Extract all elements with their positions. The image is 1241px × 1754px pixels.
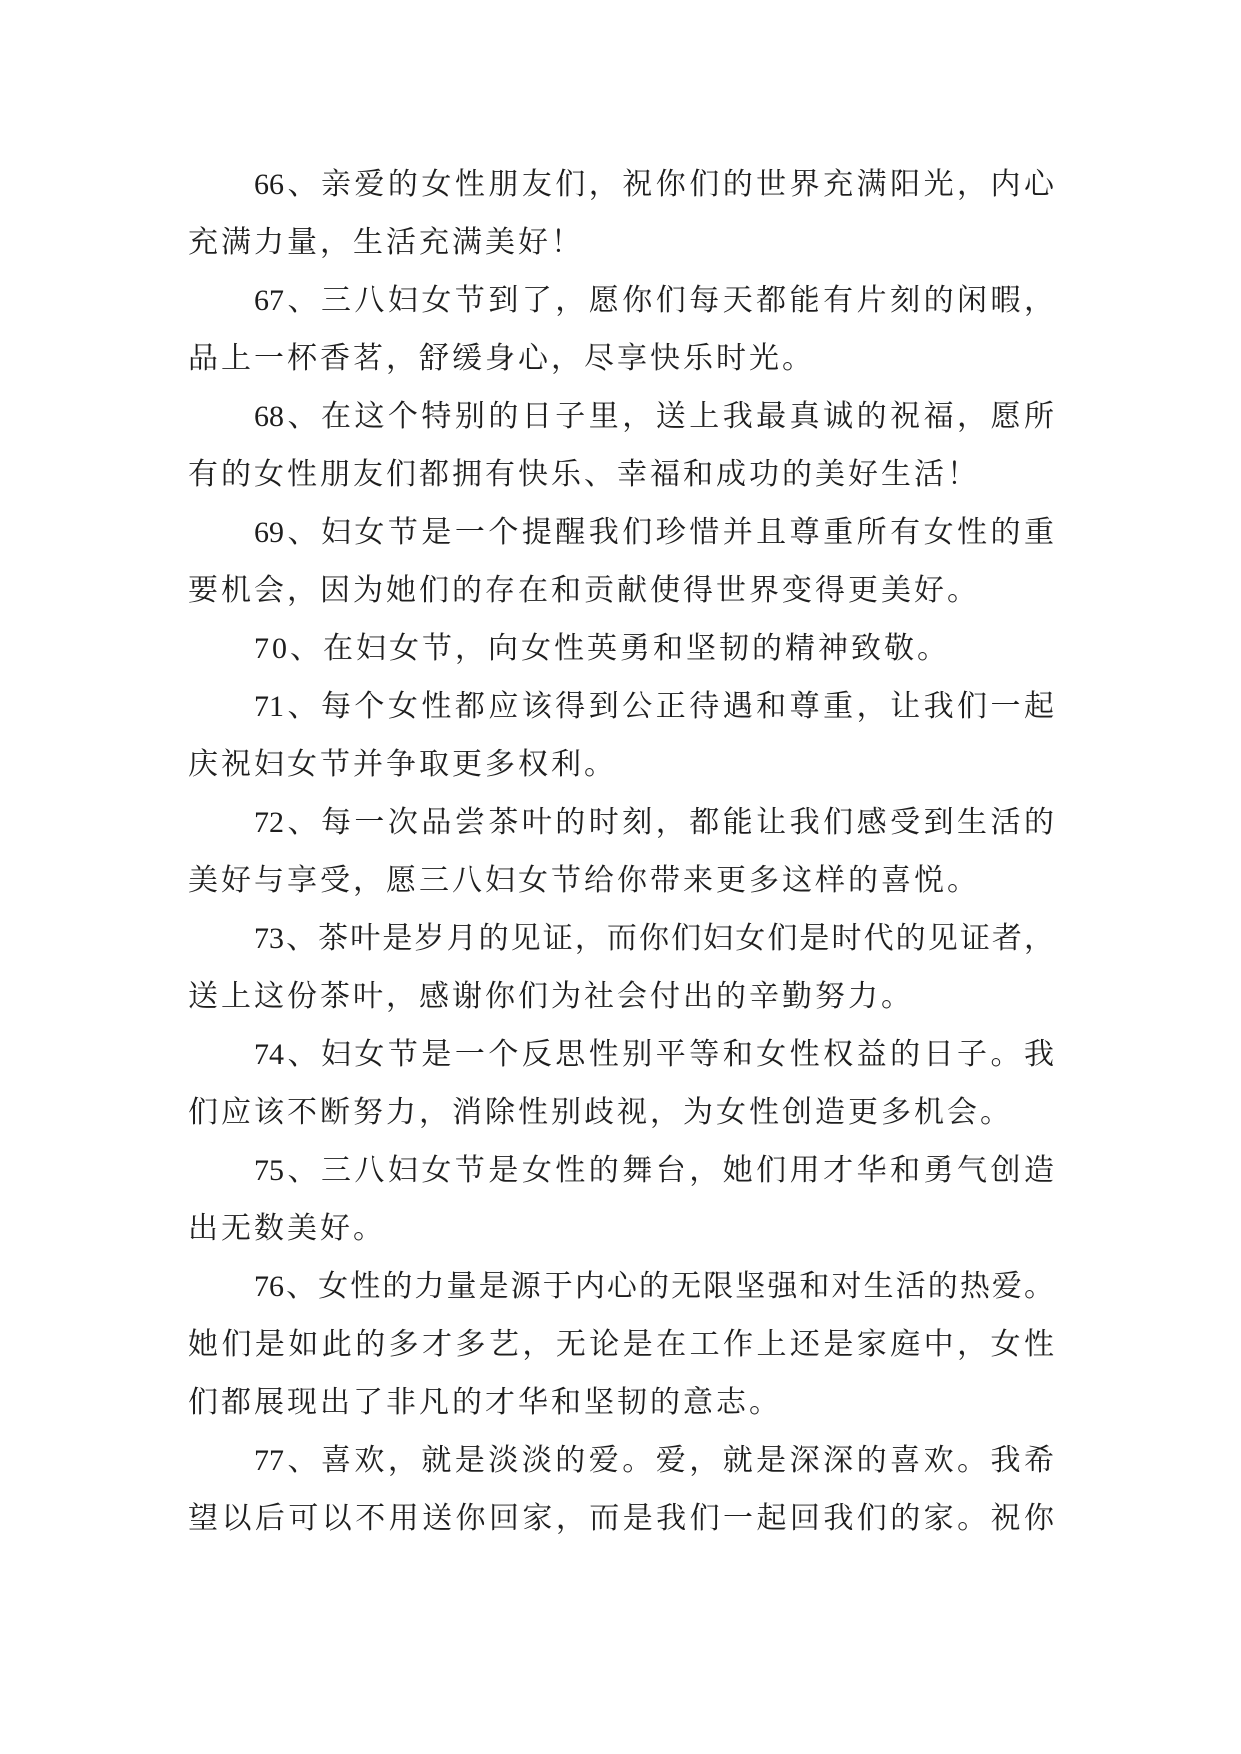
text-line: 要机会，因为她们的存在和贡献使得世界变得更美好。 [188, 574, 980, 607]
text-line: 充满力量，生活充满美好！ [188, 226, 584, 259]
text-line: 们都展现出了非凡的才华和坚韧的意志。 [188, 1386, 782, 1419]
paragraph-70 [188, 620, 1054, 678]
text-line: 送上这份茶叶，感谢你们为社会付出的辛勤努力。 [188, 980, 914, 1013]
text-line: 66、亲爱的女性朋友们，祝你们的世界充满阳光，内心 [254, 168, 1054, 201]
text-line: 73、茶叶是岁月的见证，而你们妇女们是时代的见证者， [254, 922, 1054, 955]
text-line: 68、在这个特别的日子里，送上我最真诚的祝福，愿所 [254, 400, 1054, 433]
text-line: 77、喜欢，就是淡淡的爱。爱，就是深深的喜欢。我希 [254, 1444, 1054, 1477]
document-body [188, 156, 1054, 1548]
paragraph-73 [188, 910, 1054, 1026]
text-line: 71、每个女性都应该得到公正待遇和尊重，让我们一起 [254, 690, 1054, 723]
text-line: 74、妇女节是一个反思性别平等和女性权益的日子。我 [254, 1038, 1054, 1071]
paragraph-72 [188, 794, 1054, 910]
text-line: 有的女性朋友们都拥有快乐、幸福和成功的美好生活！ [188, 458, 980, 491]
paragraph-67 [188, 272, 1054, 388]
paragraph-77 [188, 1432, 1054, 1548]
paragraph-76 [188, 1258, 1054, 1432]
paragraph-68 [188, 388, 1054, 504]
text-line: 70、在妇女节，向女性英勇和坚韧的精神致敬。 [254, 632, 950, 665]
text-line: 庆祝妇女节并争取更多权利。 [188, 748, 617, 781]
text-line: 美好与享受，愿三八妇女节给你带来更多这样的喜悦。 [188, 864, 980, 897]
text-line: 75、三八妇女节是女性的舞台，她们用才华和勇气创造 [254, 1154, 1054, 1187]
text-line: 她们是如此的多才多艺，无论是在工作上还是家庭中，女性 [188, 1328, 1054, 1361]
text-line: 望以后可以不用送你回家，而是我们一起回我们的家。祝你 [188, 1502, 1054, 1535]
text-line: 69、妇女节是一个提醒我们珍惜并且尊重所有女性的重 [254, 516, 1054, 549]
text-line: 76、女性的力量是源于内心的无限坚强和对生活的热爱。 [254, 1270, 1054, 1303]
text-line: 品上一杯香茗，舒缓身心，尽享快乐时光。 [188, 342, 815, 375]
text-line: 们应该不断努力，消除性别歧视，为女性创造更多机会。 [188, 1096, 1013, 1129]
text-line: 出无数美好。 [188, 1212, 386, 1245]
paragraph-69 [188, 504, 1054, 620]
paragraph-74 [188, 1026, 1054, 1142]
paragraph-71 [188, 678, 1054, 794]
paragraph-66 [188, 156, 1054, 272]
text-line: 72、每一次品尝茶叶的时刻，都能让我们感受到生活的 [254, 806, 1054, 839]
text-line: 67、三八妇女节到了，愿你们每天都能有片刻的闲暇， [254, 284, 1054, 317]
paragraph-75 [188, 1142, 1054, 1258]
